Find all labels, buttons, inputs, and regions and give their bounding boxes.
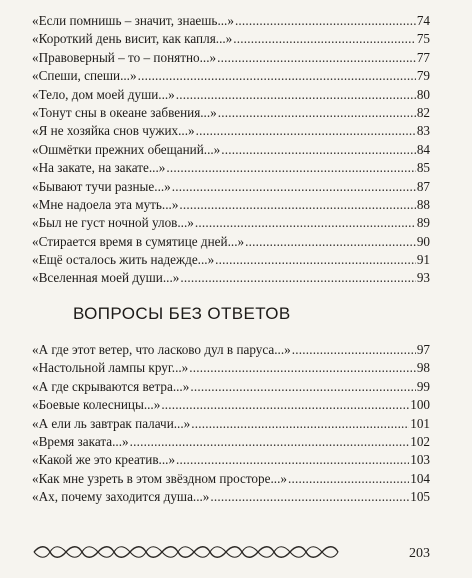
toc-leader-dots xyxy=(288,470,409,488)
toc-list-part1 xyxy=(32,12,430,288)
toc-entry-page: 101 xyxy=(410,415,430,431)
toc-leader-dots xyxy=(176,86,416,104)
toc-entry-title: «Какой же это креатив...» xyxy=(32,452,176,468)
toc-entry xyxy=(32,178,430,196)
toc-entry xyxy=(32,269,430,287)
toc-entry xyxy=(32,341,430,359)
toc-entry-title: «А ели ль завтрак палачи...» xyxy=(32,415,191,431)
toc-entry-title: «А где скрываются ветра...» xyxy=(32,378,190,394)
toc-entry-page: 91 xyxy=(416,252,430,268)
toc-entry-page: 102 xyxy=(410,433,430,449)
toc-leader-dots xyxy=(176,451,409,469)
toc-entry xyxy=(32,396,430,414)
toc-entry-page: 90 xyxy=(416,233,430,249)
page-number: 203 xyxy=(409,546,430,561)
toc-leader-dots xyxy=(179,196,415,214)
toc-entry-page: 82 xyxy=(416,104,430,120)
section-heading: ВОПРОСЫ БЕЗ ОТВЕТОВ xyxy=(73,304,291,323)
toc-leader-dots xyxy=(217,49,416,67)
toc-entry-title: «Как мне узреть в этом звёздном просторе...» xyxy=(32,470,287,486)
toc-leader-dots xyxy=(138,67,416,85)
toc-entry xyxy=(32,196,430,214)
toc-entry xyxy=(32,67,430,85)
toc-entry-page: 105 xyxy=(410,489,430,505)
toc-list-part2 xyxy=(32,341,430,507)
toc-leader-dots xyxy=(191,415,409,433)
toc-entry-title: «Я не хозяйка снов чужих...» xyxy=(32,123,195,139)
toc-entry-page: 80 xyxy=(416,86,430,102)
toc-leader-dots xyxy=(233,30,416,48)
toc-leader-dots xyxy=(218,104,416,122)
toc-entry-title: «Тонут сны в океане забвения...» xyxy=(32,104,217,120)
toc-entry xyxy=(32,415,430,433)
toc-entry xyxy=(32,451,430,469)
toc-entry-page: 84 xyxy=(416,141,430,157)
toc-entry-page: 87 xyxy=(416,178,430,194)
toc-entry-page: 85 xyxy=(416,160,430,176)
toc-entry-page: 104 xyxy=(410,470,430,486)
toc-entry xyxy=(32,104,430,122)
toc-entry xyxy=(32,378,430,396)
toc-entry xyxy=(32,251,430,269)
toc-leader-dots xyxy=(196,122,416,140)
toc-leader-dots xyxy=(292,341,416,359)
toc-entry-title: «Боевые колесницы...» xyxy=(32,397,161,413)
toc-leader-dots xyxy=(215,251,416,269)
toc-entry-page: 79 xyxy=(416,68,430,84)
toc-leader-dots xyxy=(161,396,409,414)
toc-entry-title: «На закате, на закате...» xyxy=(32,160,166,176)
toc-leader-dots xyxy=(245,233,416,251)
toc-entry-page: 75 xyxy=(416,31,430,47)
toc-entry-title: «Ещё осталось жить надежде...» xyxy=(32,252,215,268)
toc-entry-page: 74 xyxy=(416,13,430,28)
toc-entry xyxy=(32,141,430,159)
toc-entry-page: 89 xyxy=(416,215,430,231)
toc-entry xyxy=(32,122,430,140)
ornament-divider-icon xyxy=(32,542,342,562)
toc-entry xyxy=(32,12,430,30)
toc-entry-title: «Время заката...» xyxy=(32,433,129,449)
toc-entry-title: «Мне надоела эта муть...» xyxy=(32,196,179,212)
toc-entry-title: «Если помнишь – значит, знаешь...» xyxy=(32,13,234,28)
toc-entry-title: «Ах, почему заходится душа...» xyxy=(32,489,210,505)
toc-entry-title: «Был не густ ночной улов...» xyxy=(32,215,194,231)
toc-entry xyxy=(32,214,430,232)
toc-entry-page: 100 xyxy=(410,397,430,413)
toc-entry-title: «Настольной лампы круг...» xyxy=(32,360,189,376)
toc-entry-page: 98 xyxy=(416,360,430,376)
toc-entry-page: 103 xyxy=(410,452,430,468)
toc-entry-page: 93 xyxy=(416,270,430,286)
toc-leader-dots xyxy=(130,433,410,451)
toc-entry-page: 77 xyxy=(416,49,430,65)
toc-entry-title: «Спеши, спеши...» xyxy=(32,68,137,84)
toc-entry-title: «Тело, дом моей души...» xyxy=(32,86,175,102)
toc-leader-dots xyxy=(190,378,415,396)
toc-leader-dots xyxy=(180,269,415,287)
toc-entry xyxy=(32,159,430,177)
toc-entry-page: 97 xyxy=(416,342,430,357)
toc-leader-dots xyxy=(189,359,416,377)
toc-entry-page: 83 xyxy=(416,123,430,139)
toc-leader-dots xyxy=(172,178,416,196)
toc-leader-dots xyxy=(235,12,416,30)
toc-entry xyxy=(32,49,430,67)
toc-entry xyxy=(32,359,430,377)
toc-entry xyxy=(32,488,430,506)
toc-leader-dots xyxy=(195,214,416,232)
toc-leader-dots xyxy=(210,488,409,506)
toc-entry xyxy=(32,86,430,104)
toc-entry-title: «Правоверный – то – понятно...» xyxy=(32,49,217,65)
toc-leader-dots xyxy=(221,141,416,159)
toc-entry xyxy=(32,233,430,251)
toc-entry-title: «Вселенная моей души...» xyxy=(32,270,180,286)
toc-entry-page: 99 xyxy=(416,378,430,394)
toc-entry-title: «Стирается время в сумятице дней...» xyxy=(32,233,245,249)
toc-entry xyxy=(32,470,430,488)
toc-entry-page: 88 xyxy=(416,196,430,212)
toc-entry-title: «А где этот ветер, что ласково дул в паруса...» xyxy=(32,342,291,357)
toc-entry-title: «Ошмётки прежних обещаний...» xyxy=(32,141,221,157)
toc-entry xyxy=(32,433,430,451)
toc-entry-title: «Бывают тучи разные...» xyxy=(32,178,171,194)
toc-leader-dots xyxy=(166,159,415,177)
toc-entry xyxy=(32,30,430,48)
toc-entry-title: «Короткий день висит, как капля...» xyxy=(32,31,233,47)
